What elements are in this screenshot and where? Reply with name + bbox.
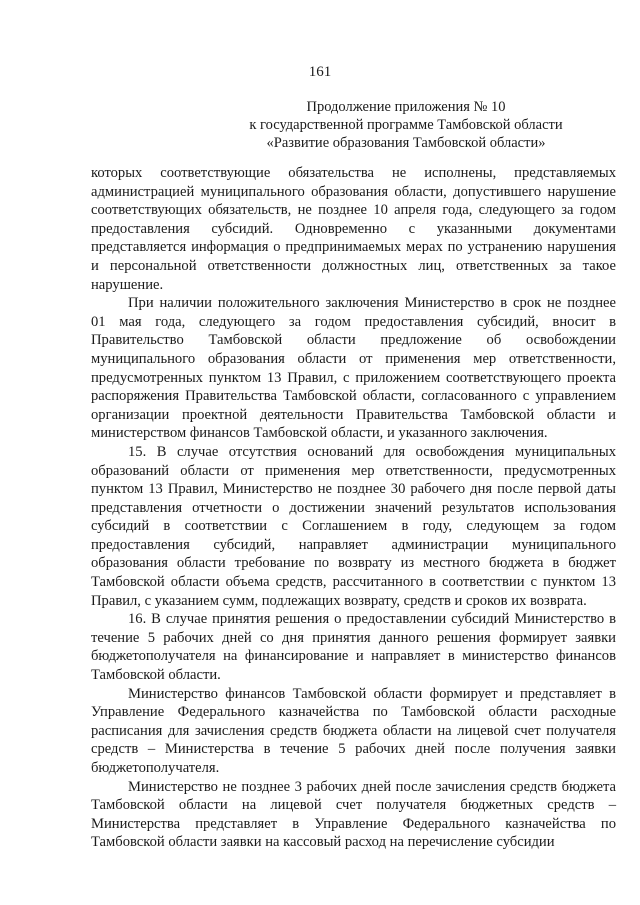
- appendix-header: [216, 98, 596, 152]
- page-number: 161: [308, 64, 332, 80]
- paragraph-positive-conclusion: При наличии положительного заключения Министерство в срок не позднее 01 мая года, следующего за годом предоставления субсидий, вносит в Правительство Тамбовской области предложение об освобождении муниципального образования области от применения мер ответственности, предусмотренных пунктом 13 Правил, с приложением соответствующего проекта распоряжения Правительства Тамбовской области, согласованного с управлением организации проектной деятельности Правительства Тамбовской области и министерством финансов Тамбовской области, и указанного заключения.: [91, 295, 616, 442]
- paragraph-item-15: 15. В случае отсутствия оснований для освобождения муниципальных образований области от применения мер ответственности, предусмотренных пунктом 13 Правил, Министерство не позднее 30 рабочего дня после первой даты представления отчетности о достижении значений результатов использования субсидий в соответствии с Соглашением в году, следующем за годом предоставления субсидий, направляет администрации муниципального образования области требование по возврату из местного бюджета в бюджет Тамбовской области объема средств, рассчитанного в соответствии с пунктом 13 Правил, с указанием сумм, подлежащих возврату, средств и сроков их возврата.: [91, 443, 616, 609]
- header-line-2: к государственной программе Тамбовской области: [249, 117, 563, 133]
- document-body: [91, 164, 616, 852]
- paragraph-ministry-deadline: Министерство не позднее 3 рабочих дней после зачисления средств бюджета Тамбовской области на лицевой счет получателя бюджетных средств – Министерства представляет в Управление Федерального казначейства по Тамбовской области заявки на кассовый расход на перечисление субсидии: [91, 778, 616, 851]
- paragraph-ministry-finance: Министерство финансов Тамбовской области формирует и представляет в Управление Федерального казначейства по Тамбовской области расходные расписания для зачисления средств бюджета области на лицевой счет получателя средств – Министерства в течение 5 рабочих дней после получения заявки бюджетополучателя.: [91, 685, 616, 776]
- paragraph-continuation: которых соответствующие обязательства не исполнены, представляемых администрацией муниципального образования области, допустившего нарушение соответствующих обязательств, не позднее 10 апреля года, следующего за годом предоставления субсидий. Одновременно с указанными документами представляется информация о предпринимаемых мерах по устранению нарушения и персональной ответственности должностных лиц, ответственных за такое нарушение.: [91, 165, 616, 293]
- header-line-1: Продолжение приложения № 10: [306, 99, 506, 115]
- header-line-3: «Развитие образования Тамбовской области»: [266, 135, 546, 151]
- paragraph-item-16: 16. В случае принятия решения о предоставлении субсидий Министерство в течение 5 рабочих дней со дня принятия данного решения формирует заявки бюджетополучателя на финансирование и направляет в министерство финансов Тамбовской области.: [91, 611, 616, 684]
